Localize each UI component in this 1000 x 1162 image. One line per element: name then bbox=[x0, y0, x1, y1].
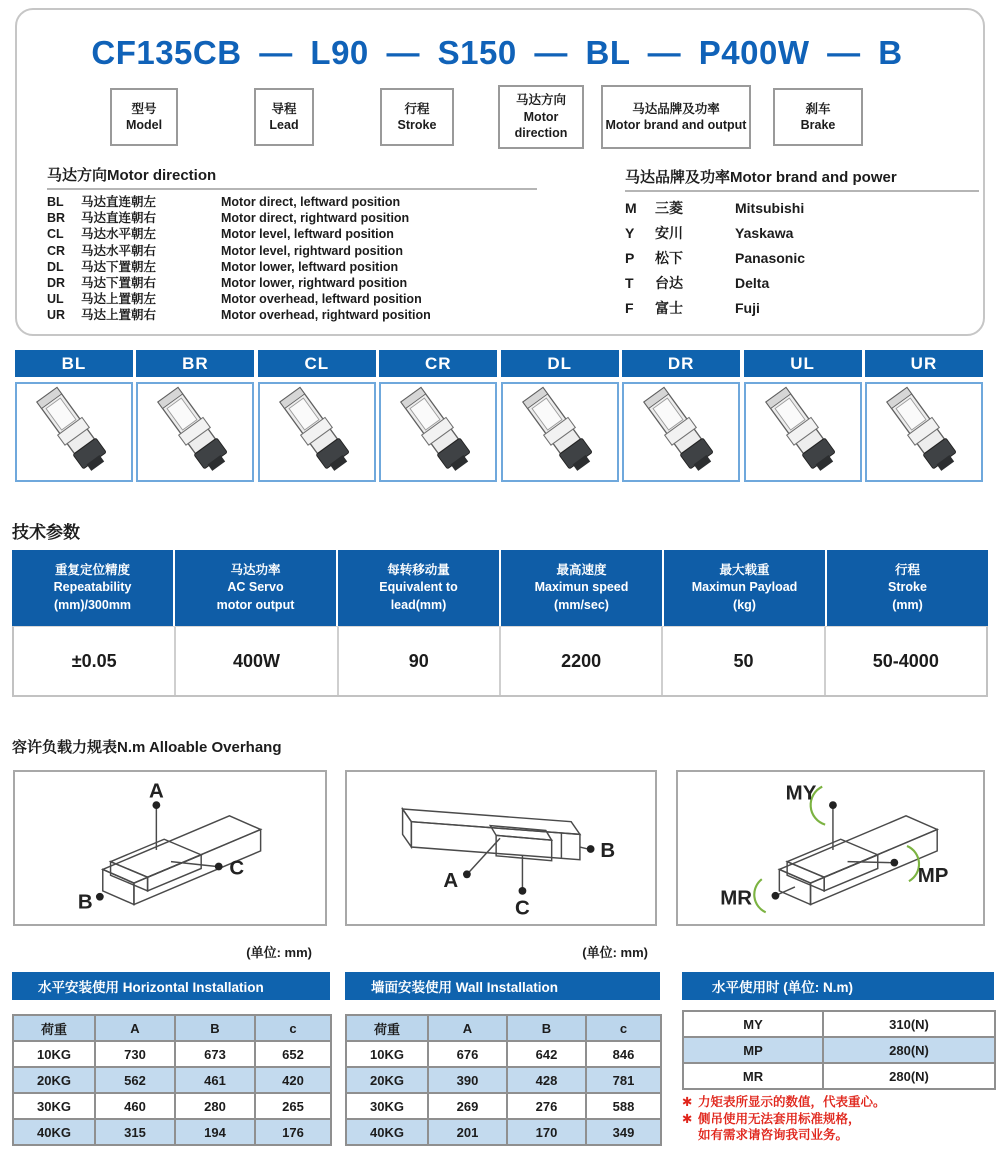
table-row bbox=[13, 1093, 331, 1119]
dir-code: CR bbox=[47, 243, 66, 258]
motor-direction-item bbox=[47, 210, 537, 226]
tech-value-motor-output: 400W bbox=[174, 627, 336, 695]
motor-direction-list bbox=[47, 164, 537, 324]
cell: 194 bbox=[175, 1119, 255, 1145]
tech-header-lead bbox=[338, 550, 499, 626]
hdr-cn: 马达功率 bbox=[230, 562, 281, 577]
cell: 562 bbox=[95, 1067, 175, 1093]
gallery-cell-dl bbox=[501, 350, 619, 482]
col-c: c bbox=[255, 1015, 331, 1041]
model-code-title: CF135CB — L90 — S150 — BL — P400W — B bbox=[91, 34, 903, 71]
cell: 170 bbox=[507, 1119, 586, 1145]
motor-brand-item bbox=[625, 221, 979, 246]
gallery-cell-bl bbox=[15, 350, 133, 482]
dir-cn: 马达水平朝右 bbox=[81, 243, 157, 258]
dir-cn: 马达直连朝右 bbox=[81, 211, 157, 226]
actuator-photo bbox=[258, 382, 376, 482]
dir-cn: 马达直连朝左 bbox=[81, 195, 157, 209]
actuator-photo bbox=[379, 382, 497, 482]
cell: 730 bbox=[95, 1041, 175, 1067]
horizontal-install-table bbox=[12, 1014, 332, 1146]
horizontal-table-title: 水平安装使用 Horizontal Installation bbox=[12, 972, 330, 1000]
moment-table bbox=[682, 1010, 996, 1090]
table-row bbox=[683, 1037, 995, 1063]
note-bullet-icon: ✱ bbox=[682, 1095, 693, 1109]
cell: 30KG bbox=[346, 1093, 428, 1119]
model-code-panel bbox=[15, 8, 985, 336]
gallery-cell-cr bbox=[379, 350, 497, 482]
cell: 315 bbox=[95, 1119, 175, 1145]
cell: 276 bbox=[507, 1093, 586, 1119]
hdr-cn: 行程 bbox=[894, 562, 920, 577]
cell: 781 bbox=[586, 1067, 661, 1093]
tech-header-max-payload bbox=[664, 550, 825, 626]
moment-table-title: 水平使用时 (单位: N.m) bbox=[682, 972, 994, 1000]
cell: 349 bbox=[586, 1119, 661, 1145]
col-c: c bbox=[586, 1015, 661, 1041]
hdr-cn: 最大载重 bbox=[719, 562, 770, 577]
cell: 40KG bbox=[346, 1119, 428, 1145]
dir-en: Motor overhead, rightward position bbox=[221, 308, 431, 323]
diagram1-label-a: A bbox=[148, 779, 164, 803]
cell: 176 bbox=[255, 1119, 331, 1145]
brand-en: Delta bbox=[735, 275, 770, 291]
unit-label-wall: (单位: mm) bbox=[582, 945, 648, 960]
gallery-label: UL bbox=[744, 350, 862, 377]
brand-cn: 松下 bbox=[655, 250, 683, 266]
hdr-cn: 每转移动量 bbox=[387, 562, 450, 577]
col-b: B bbox=[507, 1015, 586, 1041]
dir-code: BL bbox=[47, 195, 64, 209]
code-box-lead-en: Lead bbox=[269, 118, 299, 132]
dir-cn: 马达上置朝右 bbox=[81, 308, 157, 323]
unit-label-horizontal: (单位: mm) bbox=[246, 945, 312, 960]
motor-brand-list-title: 马达品牌及功率Motor brand and power bbox=[625, 166, 979, 192]
col-load: 荷重 bbox=[346, 1015, 428, 1041]
cell: 428 bbox=[507, 1067, 586, 1093]
wall-install-table bbox=[345, 1014, 662, 1146]
brand-code: P bbox=[625, 250, 635, 266]
diagram1-label-b: B bbox=[77, 890, 93, 914]
gallery-cell-ur bbox=[865, 350, 983, 482]
tech-header-max-speed bbox=[501, 550, 662, 626]
diagram3-label-my: MY bbox=[785, 781, 817, 805]
hdr-unit: motor output bbox=[216, 597, 295, 612]
table-row bbox=[13, 1119, 331, 1145]
actuator-photo bbox=[136, 382, 254, 482]
table-row bbox=[346, 1067, 661, 1093]
code-box-motor-direction-cn: 马达方向 bbox=[515, 93, 566, 108]
wall-table-title: 墙面安装使用 Wall Installation bbox=[345, 972, 660, 1000]
motor-direction-item bbox=[47, 275, 537, 291]
table-row bbox=[346, 1119, 661, 1145]
dir-en: Motor direct, leftward position bbox=[221, 195, 401, 209]
cell-my: MY bbox=[683, 1011, 823, 1037]
brand-en: Panasonic bbox=[735, 250, 806, 266]
dir-code: BR bbox=[47, 211, 66, 226]
hdr-en: Maximun speed bbox=[534, 580, 629, 595]
dir-code: UR bbox=[47, 308, 66, 323]
motor-brand-item bbox=[625, 296, 979, 321]
cell: 390 bbox=[428, 1067, 507, 1093]
cell: 673 bbox=[175, 1041, 255, 1067]
tech-header-motor-output bbox=[175, 550, 336, 626]
actuator-photo bbox=[865, 382, 983, 482]
code-box-stroke bbox=[380, 88, 454, 146]
col-b: B bbox=[175, 1015, 255, 1041]
dir-code: DR bbox=[47, 276, 66, 291]
code-box-model-cn: 型号 bbox=[131, 101, 157, 116]
gallery-cell-cl bbox=[258, 350, 376, 482]
cell: 642 bbox=[507, 1041, 586, 1067]
cell: 265 bbox=[255, 1093, 331, 1119]
dir-en: Motor lower, rightward position bbox=[221, 276, 408, 291]
brand-en: Mitsubishi bbox=[735, 200, 805, 216]
hdr-en: AC Servo bbox=[227, 580, 284, 595]
overhang-diagram-abc-iso bbox=[13, 770, 327, 926]
hdr-unit: (kg) bbox=[733, 597, 756, 612]
actuator-photo bbox=[501, 382, 619, 482]
code-box-motor-brand bbox=[601, 85, 751, 149]
cell: 846 bbox=[586, 1041, 661, 1067]
brand-code: F bbox=[625, 300, 634, 316]
cell: 10KG bbox=[346, 1041, 428, 1067]
cell: 652 bbox=[255, 1041, 331, 1067]
tech-params-header-row bbox=[12, 550, 988, 626]
cell: 40KG bbox=[13, 1119, 95, 1145]
tech-value-repeatability: ±0.05 bbox=[71, 650, 117, 671]
dir-cn: 马达水平朝左 bbox=[81, 227, 157, 242]
actuator-photo bbox=[15, 382, 133, 482]
cell: 201 bbox=[428, 1119, 507, 1145]
gallery-cell-br bbox=[136, 350, 254, 482]
dir-en: Motor direct, rightward position bbox=[221, 211, 410, 226]
direction-gallery bbox=[15, 350, 983, 482]
dir-cn: 马达下置朝右 bbox=[81, 276, 157, 291]
motor-direction-item bbox=[47, 259, 537, 275]
dir-code: DL bbox=[47, 259, 64, 274]
cell-mr-value: 280(N) bbox=[823, 1063, 995, 1089]
gallery-label: UR bbox=[865, 350, 983, 377]
code-box-stroke-cn: 行程 bbox=[404, 101, 430, 116]
tech-value-max-payload: 50 bbox=[661, 627, 823, 695]
code-box-lead-cn: 导程 bbox=[271, 101, 297, 116]
note-text: 力矩表所显示的数值，代表重心。 bbox=[698, 1095, 886, 1109]
hdr-en: Stroke bbox=[888, 580, 927, 595]
code-box-motor-direction-en: Motor direction bbox=[514, 109, 568, 141]
table-row bbox=[346, 1093, 661, 1119]
note-text: 侧吊使用无法套用标准规格， bbox=[698, 1111, 861, 1126]
table-header-row bbox=[13, 1015, 331, 1041]
brand-cn: 三菱 bbox=[655, 200, 683, 216]
motor-direction-item bbox=[47, 243, 537, 259]
motor-brand-item bbox=[625, 271, 979, 296]
motor-brand-item bbox=[625, 196, 979, 221]
brand-code: M bbox=[625, 200, 637, 216]
note-bullet-icon: ✱ bbox=[682, 1111, 693, 1126]
code-box-lead bbox=[254, 88, 314, 146]
brand-en: Fuji bbox=[735, 300, 760, 316]
cell-mp: MP bbox=[683, 1037, 823, 1063]
gallery-label: CR bbox=[379, 350, 497, 377]
cell: 461 bbox=[175, 1067, 255, 1093]
cell: 280 bbox=[175, 1093, 255, 1119]
hdr-unit: lead(mm) bbox=[390, 597, 447, 612]
hdr-en: Maximun Payload bbox=[691, 580, 798, 595]
dir-en: Motor lower, leftward position bbox=[221, 259, 399, 274]
overhang-title: 容许负载力规表N.m Alloable Overhang bbox=[12, 739, 282, 756]
motor-direction-item bbox=[47, 226, 537, 242]
brand-cn: 安川 bbox=[655, 225, 683, 241]
col-a: A bbox=[95, 1015, 175, 1041]
code-box-motor-brand-cn: 马达品牌及功率 bbox=[632, 101, 720, 116]
gallery-label: BR bbox=[136, 350, 254, 377]
actuator-photo bbox=[744, 382, 862, 482]
dir-en: Motor level, rightward position bbox=[221, 243, 403, 258]
code-box-motor-brand-en: Motor brand and output bbox=[605, 118, 747, 132]
code-box-brake-cn: 刹车 bbox=[805, 101, 831, 116]
table-row bbox=[13, 1067, 331, 1093]
dir-code: CL bbox=[47, 227, 64, 242]
dir-en: Motor overhead, leftward position bbox=[221, 292, 422, 307]
dir-cn: 马达下置朝左 bbox=[81, 259, 157, 274]
cell-mr: MR bbox=[683, 1063, 823, 1089]
brand-code: Y bbox=[625, 225, 635, 241]
code-box-stroke-en: Stroke bbox=[397, 118, 437, 132]
code-box-model-en: Model bbox=[125, 118, 163, 132]
actuator-photo bbox=[622, 382, 740, 482]
hdr-cn: 最高速度 bbox=[556, 562, 607, 577]
motor-brand-list bbox=[625, 166, 979, 321]
cell: 420 bbox=[255, 1067, 331, 1093]
gallery-label: DR bbox=[622, 350, 740, 377]
hdr-en: Equivalent to bbox=[379, 580, 458, 595]
motor-direction-item bbox=[47, 307, 537, 323]
dir-code: UL bbox=[47, 292, 64, 307]
tech-value-stroke: 50-4000 bbox=[824, 627, 986, 695]
cell: 588 bbox=[586, 1093, 661, 1119]
cell: 10KG bbox=[13, 1041, 95, 1067]
cell-my-value: 310(N) bbox=[823, 1011, 995, 1037]
code-box-model bbox=[110, 88, 178, 146]
overhang-diagram-abc-side bbox=[345, 770, 657, 926]
gallery-label: DL bbox=[501, 350, 619, 377]
hdr-cn: 重复定位精度 bbox=[54, 562, 130, 577]
note-3: 如有需求请咨询我司业务。 bbox=[698, 1128, 849, 1142]
motor-direction-item bbox=[47, 291, 537, 307]
hdr-unit: (mm/sec) bbox=[554, 597, 609, 612]
cell: 269 bbox=[428, 1093, 507, 1119]
dir-en: Motor level, leftward position bbox=[221, 227, 394, 242]
motor-brand-item bbox=[625, 246, 979, 271]
cell: 20KG bbox=[13, 1067, 95, 1093]
hdr-unit: (mm) bbox=[892, 597, 923, 612]
diagram1-label-c: C bbox=[229, 856, 245, 880]
tech-header-stroke bbox=[827, 550, 988, 626]
code-box-brake-en: Brake bbox=[800, 118, 836, 132]
red-notes bbox=[682, 1094, 886, 1144]
col-a: A bbox=[428, 1015, 507, 1041]
table-row bbox=[683, 1063, 995, 1089]
tech-params-value-row bbox=[12, 626, 988, 697]
cell: 460 bbox=[95, 1093, 175, 1119]
code-box-brake bbox=[773, 88, 863, 146]
note-1 bbox=[682, 1094, 886, 1111]
cell-mp-value: 280(N) bbox=[823, 1037, 995, 1063]
diagram3-label-mr: MR bbox=[720, 886, 753, 910]
overhang-diagram-moments bbox=[676, 770, 985, 926]
table-row bbox=[13, 1041, 331, 1067]
gallery-label: CL bbox=[258, 350, 376, 377]
cell: 20KG bbox=[346, 1067, 428, 1093]
diagram2-label-c: C bbox=[515, 896, 530, 920]
motor-direction-list-title: 马达方向Motor direction bbox=[47, 164, 537, 190]
table-row bbox=[346, 1041, 661, 1067]
cell: 30KG bbox=[13, 1093, 95, 1119]
hdr-unit: (mm)/300mm bbox=[53, 597, 132, 612]
col-load: 荷重 bbox=[13, 1015, 95, 1041]
table-header-row bbox=[346, 1015, 661, 1041]
cell: 676 bbox=[428, 1041, 507, 1067]
tech-params-table bbox=[12, 550, 988, 697]
diagram2-label-b: B bbox=[600, 838, 616, 862]
brand-en: Yaskawa bbox=[735, 225, 794, 241]
brand-cn: 台达 bbox=[655, 275, 683, 291]
gallery-cell-dr bbox=[622, 350, 740, 482]
brand-code: T bbox=[625, 275, 634, 291]
gallery-cell-ul bbox=[744, 350, 862, 482]
diagram2-label-a: A bbox=[443, 868, 459, 892]
tech-header-repeatability bbox=[12, 550, 173, 626]
hdr-en: Repeatability bbox=[53, 580, 132, 595]
code-box-motor-direction bbox=[498, 85, 584, 149]
dir-cn: 马达上置朝左 bbox=[81, 292, 157, 307]
diagram3-label-mp: MP bbox=[917, 864, 949, 888]
tech-value-lead: 90 bbox=[337, 627, 499, 695]
note-2 bbox=[682, 1111, 886, 1128]
tech-value-max-speed: 2200 bbox=[499, 627, 661, 695]
table-row bbox=[683, 1011, 995, 1037]
brand-cn: 富士 bbox=[655, 300, 683, 316]
gallery-label: BL bbox=[15, 350, 133, 377]
tech-params-title: 技术参数 bbox=[12, 523, 80, 542]
motor-direction-item bbox=[47, 194, 537, 210]
